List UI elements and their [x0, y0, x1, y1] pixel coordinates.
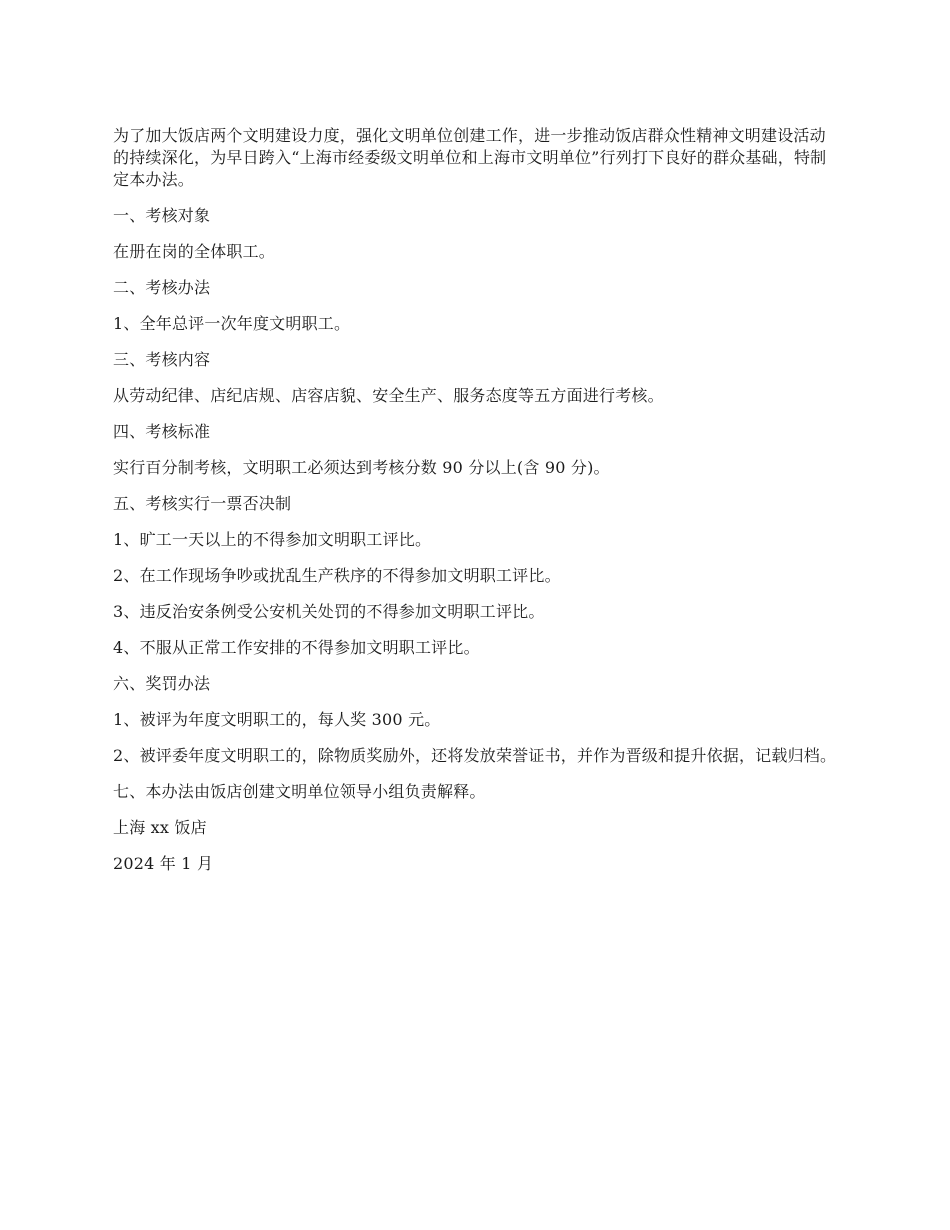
section-heading-assessment-method: 二、考核办法 [113, 278, 211, 297]
section-heading-assessment-content: 三、考核内容 [113, 350, 211, 369]
veto-item-3: 3、违反治安条例受公安机关处罚的不得参加文明职工评比。 [113, 602, 545, 621]
assessment-target-text: 在册在岗的全体职工。 [113, 242, 276, 261]
section-heading-assessment-standard: 四、考核标准 [113, 422, 211, 441]
signature-organization: 上海 xx 饭店 [113, 818, 207, 837]
assessment-standard-text: 实行百分制考核，文明职工必须达到考核分数 90 分以上(含 90 分)。 [113, 458, 610, 477]
assessment-content-text: 从劳动纪律、店纪店规、店容店貌、安全生产、服务态度等五方面进行考核。 [113, 386, 664, 405]
section-heading-rewards: 六、奖罚办法 [113, 674, 211, 693]
section-heading-veto-system: 五、考核实行一票否决制 [113, 494, 292, 513]
veto-item-1: 1、旷工一天以上的不得参加文明职工评比。 [113, 530, 432, 549]
signature-date: 2024 年 1 月 [113, 854, 214, 873]
section-interpretation: 七、本办法由饭店创建文明单位领导小组负责解释。 [113, 782, 486, 801]
veto-item-4: 4、不服从正常工作安排的不得参加文明职工评比。 [113, 638, 480, 657]
document-page [113, 125, 838, 889]
reward-item-2: 2、被评委年度文明职工的，除物质奖励外，还将发放荣誉证书，并作为晋级和提升依据，记载归档。 [113, 746, 837, 765]
section-heading-assessment-target: 一、考核对象 [113, 206, 211, 225]
intro-paragraph: 为了加大饭店两个文明建设力度，强化文明单位创建工作，进一步推动饭店群众性精神文明建设活动的持续深化，为早日跨入“上海市经委级文明单位和上海市文明单位”行列打下良好的群众基础，特制定本办法。 [113, 126, 827, 189]
veto-item-2: 2、在工作现场争吵或扰乱生产秩序的不得参加文明职工评比。 [113, 566, 561, 585]
assessment-method-item-1: 1、全年总评一次年度文明职工。 [113, 314, 351, 333]
reward-item-1: 1、被评为年度文明职工的，每人奖 300 元。 [113, 710, 441, 729]
